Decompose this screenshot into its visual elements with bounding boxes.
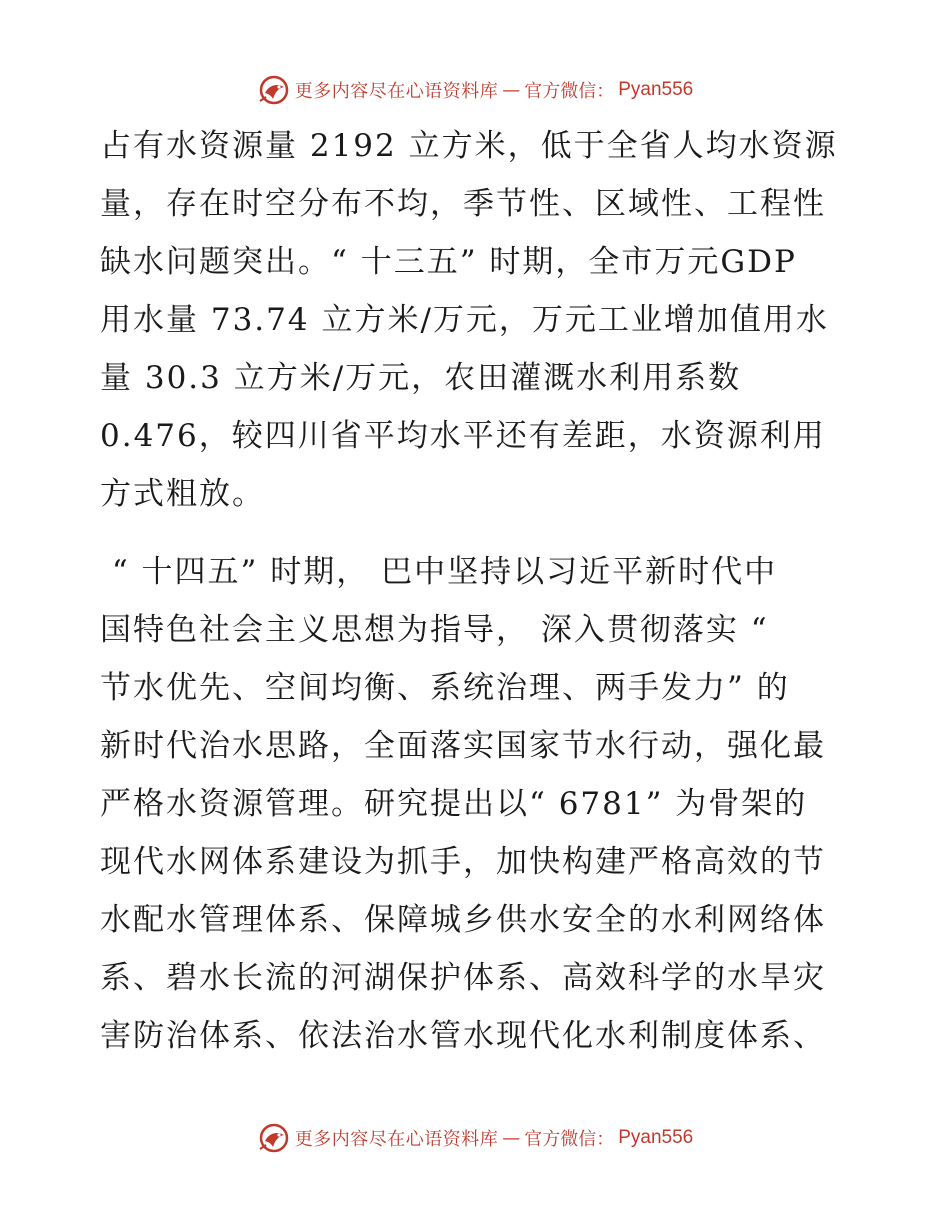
text-line: 0.476，较四川省平均水平还有差距，水资源利用 bbox=[100, 418, 826, 454]
paragraph-1 bbox=[100, 117, 860, 523]
text-line: 害防治体系、依法治水管水现代化水利制度体系、 bbox=[100, 1018, 826, 1054]
header-wechat-label: 官方微信： bbox=[524, 81, 615, 102]
header-banner bbox=[0, 70, 950, 110]
text-line: 量 30.3 立方米/万元，农田灌溉水利用系数 bbox=[100, 360, 742, 396]
text-line: 严格水资源管理。研究提出以“ 6781” 为骨架的 bbox=[100, 786, 808, 822]
header-banner-title: 更多内容尽在心语资料库 bbox=[294, 81, 499, 102]
text-line: 水配水管理体系、保障城乡供水安全的水利网络体 bbox=[100, 902, 826, 938]
footer-banner-dash: — bbox=[502, 1127, 521, 1149]
header-banner-content bbox=[257, 73, 694, 107]
header-banner-dash: — bbox=[502, 79, 521, 101]
fish-seal-logo-icon bbox=[257, 1121, 291, 1155]
text-line: 量，存在时空分布不均，季节性、区域性、工程性 bbox=[100, 186, 826, 222]
footer-wechat-id: Pyan556 bbox=[618, 1127, 694, 1148]
text-line: 现代水网体系建设为抓手，加快构建严格高效的节 bbox=[100, 844, 826, 880]
text-line: 新时代治水思路，全面落实国家节水行动，强化最 bbox=[100, 728, 826, 764]
text-line: 用水量 73.74 立方米/万元，万元工业增加值用水 bbox=[100, 302, 829, 338]
fish-seal-logo-icon bbox=[257, 73, 291, 107]
footer-banner bbox=[0, 1118, 950, 1158]
text-line: 系、碧水长流的河湖保护体系、高效科学的水旱灾 bbox=[100, 960, 826, 996]
text-line: 国特色社会主义思想为指导， 深入贯彻落实 “ bbox=[100, 612, 769, 648]
text-line: 缺水问题突出。“ 十三五” 时期，全市万元GDP bbox=[100, 244, 797, 280]
footer-banner-title: 更多内容尽在心语资料库 bbox=[294, 1129, 499, 1150]
text-line: 方式粗放。 bbox=[100, 476, 265, 512]
text-line: 占有水资源量 2192 立方米，低于全省人均水资源 bbox=[100, 128, 838, 164]
footer-wechat-label: 官方微信： bbox=[524, 1129, 615, 1150]
header-wechat-id: Pyan556 bbox=[618, 79, 694, 100]
text-line: 节水优先、空间均衡、系统治理、两手发力” 的 bbox=[100, 670, 790, 706]
text-line: “ 十四五” 时期， 巴中坚持以习近平新时代中 bbox=[100, 554, 778, 590]
footer-banner-content bbox=[257, 1121, 694, 1155]
paragraph-2 bbox=[100, 543, 860, 1065]
